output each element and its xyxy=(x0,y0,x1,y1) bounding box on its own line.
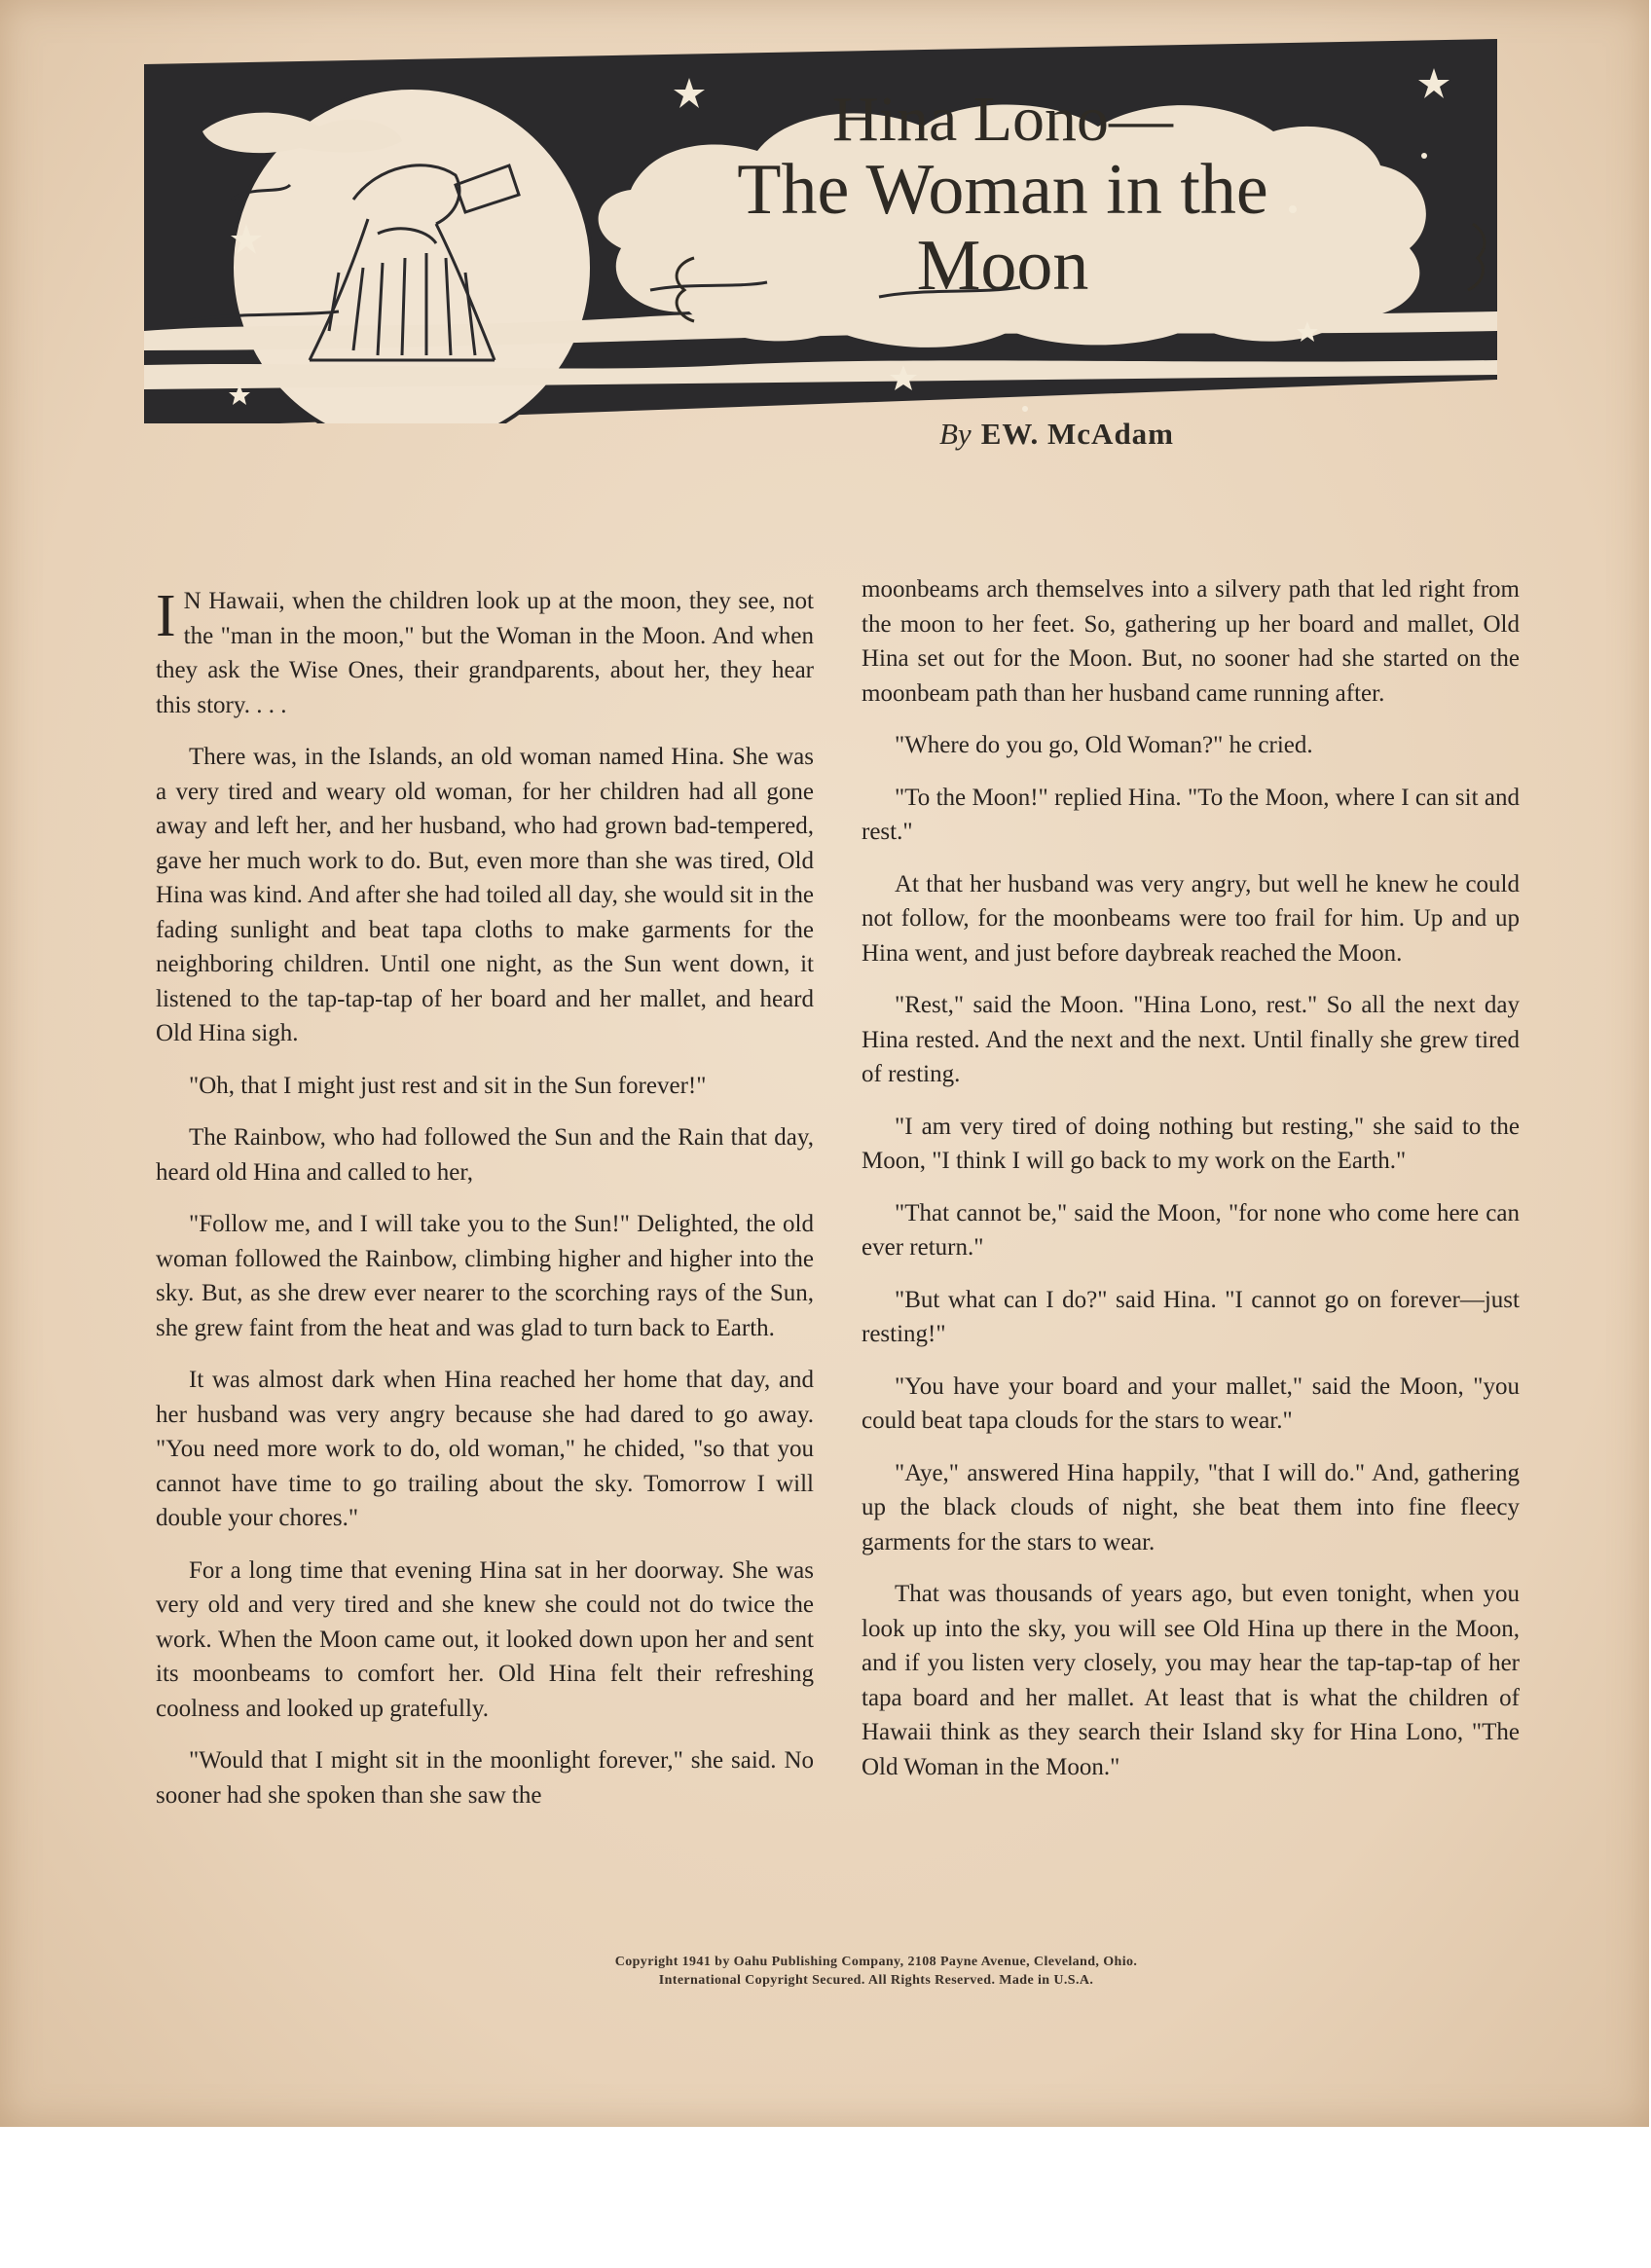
article-paragraph: "Where do you go, Old Woman?" he cried. xyxy=(895,732,1313,758)
article-column-right xyxy=(862,572,1520,1802)
article-paragraph: "I am very tired of doing nothing but resting," she said to the Moon, "I think I will go back to my work on the Earth." xyxy=(862,1113,1520,1174)
article-paragraph: "Aye," answered Hina happily, "that I will do." And, gathering up the black clouds of night, she beat them into fine fleecy garments for the stars to wear. xyxy=(862,1459,1520,1555)
article-paragraph: "That cannot be," said the Moon, "for none who come here can ever return." xyxy=(862,1199,1520,1261)
title-line-1: Hina Lono— xyxy=(831,84,1174,155)
article-paragraph: "To the Moon!" replied Hina. "To the Moon, where I can sit and rest." xyxy=(862,784,1520,845)
drop-cap: I xyxy=(156,583,176,649)
article-paragraph: At that her husband was very angry, but well he knew he could not follow, for the moonbeams were too frail for him. Up and up Hina went, and just before daybreak reached the Moon. xyxy=(862,870,1520,967)
article-paragraph: It was almost dark when Hina reached her home that day, and her husband was very angry because she had dared to go away. "You need more work to do, old woman," he chided, "so that you cannot have time to go trailing about the sky. Tomorrow I will double your chores." xyxy=(156,1367,814,1531)
byline xyxy=(939,417,1174,452)
article-column-left xyxy=(156,584,814,1830)
article-paragraph: For a long time that evening Hina sat in her doorway. She was very old and very tired and she knew she could not do twice the work. When the Moon came out, it looked down upon her and sent its moonbeams to comfort her. Old Hina felt their refreshing coolness and looked up gratefully. xyxy=(156,1556,814,1722)
page-title xyxy=(672,86,1334,305)
title-line-2: The Woman in the Moon xyxy=(737,150,1268,306)
article-paragraph: "Follow me, and I will take you to the Sun!" Delighted, the old woman followed the Rainbow, climbing higher and higher into the sky. But, as she drew ever nearer to the scorching rays of the Sun, she grew faint from the heat and was glad to turn back to Earth. xyxy=(156,1211,814,1341)
article-paragraph: "Rest," said the Moon. "Hina Lono, rest." So all the next day Hina rested. And the next and the next. Until finally she grew tired of resting. xyxy=(862,992,1520,1087)
copyright-line-2: International Copyright Secured. All Rights Reserved. Made in U.S.A. xyxy=(658,1973,1094,1988)
copyright-line-1: Copyright 1941 by Oahu Publishing Company, 2108 Payne Avenue, Cleveland, Ohio. xyxy=(614,1955,1138,1969)
author-name: EW. McAdam xyxy=(980,417,1175,451)
article-paragraph: There was, in the Islands, an old woman named Hina. She was a very tired and weary old woman, for her children had all gone away and left her, and her husband, who had grown bad-tempered, gave her much work to do. But, even more than she was tired, Old Hina was kind. And after she had toiled all day, she would sit in the fading sunlight and beat tapa cloths to make garments for the neighboring children. Until one night, as the Sun went down, it listened to the tap-tap-tap of her board and her mallet, and heard Old Hina sigh. xyxy=(156,744,814,1046)
article-paragraph: "But what can I do?" said Hina. "I cannot go on forever—just resting!" xyxy=(862,1286,1520,1347)
article-paragraph: The Rainbow, who had followed the Sun and the Rain that day, heard old Hina and called to her, xyxy=(156,1124,814,1186)
article-paragraph: moonbeams arch themselves into a silvery path that led right from the moon to her feet. So, gathering up her board and mallet, Old Hina set out for the Moon. But, no sooner had she started on the moonbeam path than her husband came running after. xyxy=(862,576,1520,707)
article-paragraph: "Would that I might sit in the moonlight forever," she said. No sooner had she spoken than she saw the xyxy=(156,1747,814,1809)
article-paragraph: "Oh, that I might just rest and sit in the Sun forever!" xyxy=(189,1072,707,1099)
copyright-notice xyxy=(389,1953,1363,1990)
article-paragraph: "You have your board and your mallet," said the Moon, "you could beat tapa clouds for the stars to wear." xyxy=(862,1372,1520,1434)
article-paragraph: That was thousands of years ago, but even tonight, when you look up into the sky, you will see Old Hina up there in the Moon, and if you listen very closely, you may hear the tap-tap-tap of her tapa board and her mallet. At least that is what the children of Hawaii think as they search their Island sky for Hina Lono, "The Old Woman in the Moon." xyxy=(862,1581,1520,1780)
byline-prefix: By xyxy=(939,417,972,451)
article-paragraph: I N Hawaii, when the children look up at the moon, they see, not the "man in the moon," but the Woman in the Moon. And when they ask the Wise Ones, their grandparents, about her, they hear this story. . . . xyxy=(156,583,814,718)
